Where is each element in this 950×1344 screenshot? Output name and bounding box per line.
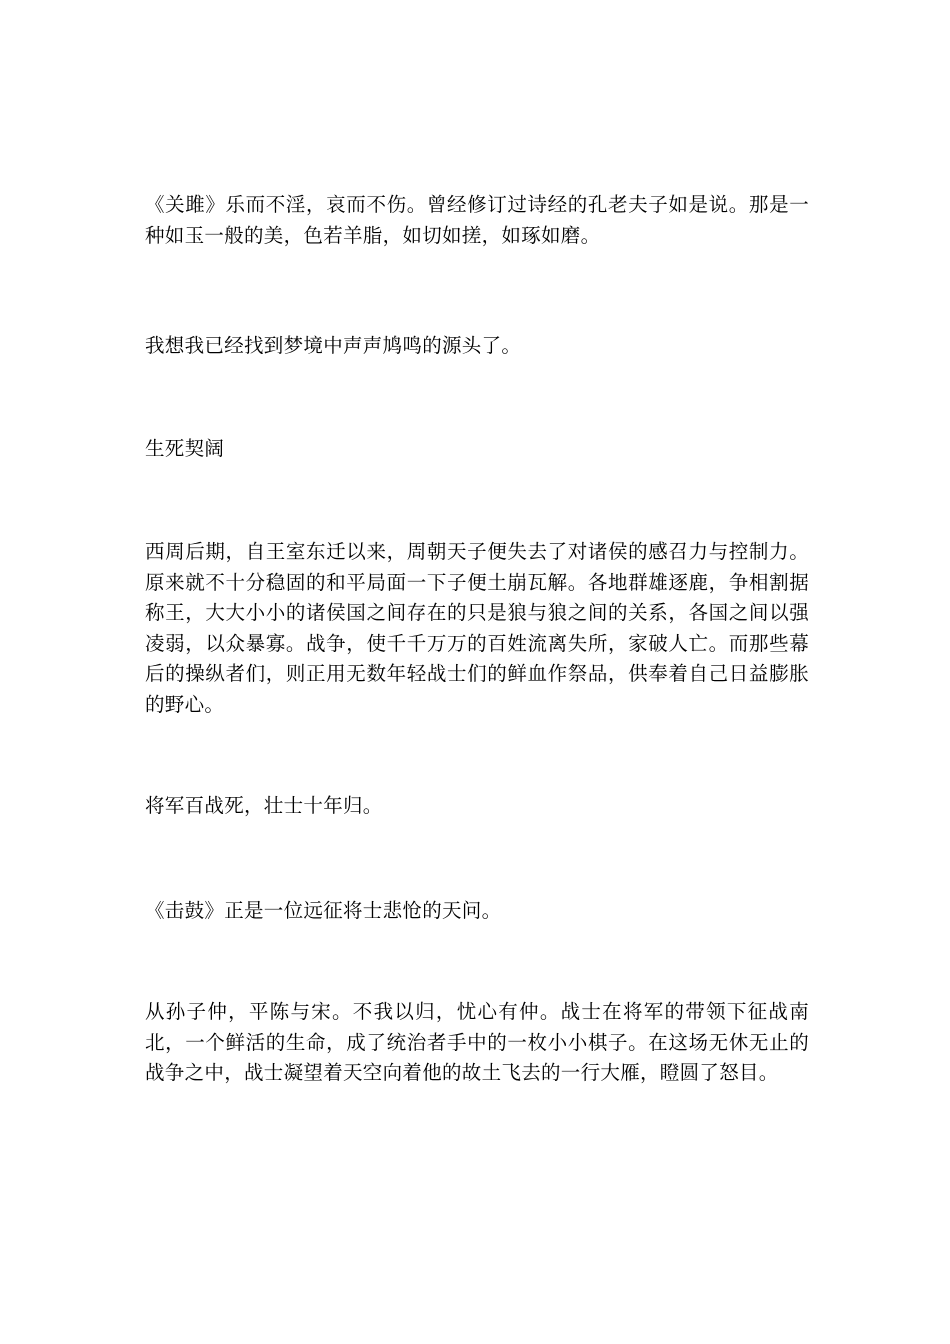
section-heading: 生死契阔 bbox=[145, 437, 225, 460]
paragraph-guanju: 《关雎》乐而不淫，哀而不伤。曾经修订过诗经的孔老夫子如是说。那是一种如玉一般的美，色若羊脂，如切如搓，如琢如磨。 bbox=[145, 193, 809, 247]
paragraph-sun-zizhong: 从孙子仲，平陈与宋。不我以归，忧心有仲。战士在将军的带领下征战南北，一个鲜活的生命，成了统治者手中的一枚小小棋子。在这场无休无止的战争之中，战士凝望着天空向着他的故土飞去的一行大雁，瞪圆了怒目。 bbox=[145, 1000, 809, 1084]
paragraph-poem-line: 将军百战死，壮士十年归。 bbox=[145, 794, 383, 817]
paragraph-dream-source: 我想我已经找到梦境中声声鸠鸣的源头了。 bbox=[145, 334, 522, 357]
paragraph-jigu: 《击鼓》正是一位远征将士悲怆的天问。 bbox=[145, 899, 502, 922]
paragraph-western-zhou: 西周后期，自王室东迁以来，周朝天子便失去了对诸侯的感召力与控制力。原来就不十分稳固的和平局面一下子便土崩瓦解。各地群雄逐鹿，争相割据称王，大大小小的诸侯国之间存在的只是狼与狼之间的关系，各国之间以强凌弱，以众暴寡。战争，使千千万万的百姓流离失所，家破人亡。而那些幕后的操纵者们，则正用无数年轻战士们的鲜血作祭品，供奉着自己日益膨胀的野心。 bbox=[145, 540, 809, 716]
